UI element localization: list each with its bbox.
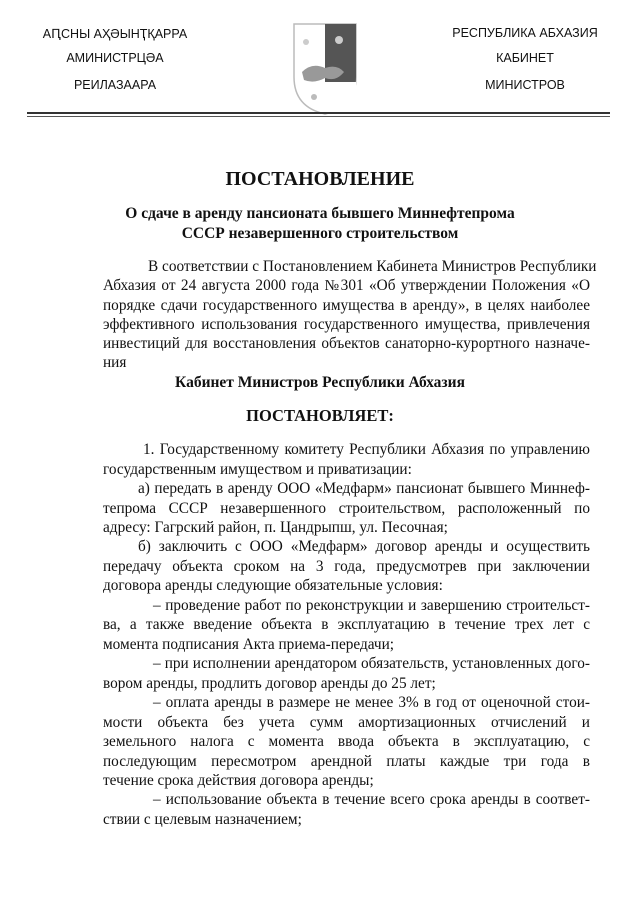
text-line: тепрома СССР незавершенного строительством, расположенный по xyxy=(103,500,590,517)
header-left-line: АԤСНЫ АҲӘЫНҬҚАРРА xyxy=(42,27,188,41)
text-line: мости объекта без учета сумм амортизационных отчислений и xyxy=(103,714,590,731)
document-subtitle: О сдаче в аренду пансионата бывшего Миннефтепрома xyxy=(125,205,515,222)
text-line: – проведение работ по реконструкции и завершению строительст- xyxy=(153,597,590,614)
text-line: передачу объекта сроком на 3 года, предусмотрев при заключении xyxy=(103,558,590,575)
text-line: б) заключить с ООО «Медфарм» договор аренды и осуществить xyxy=(138,538,590,555)
header-left-line: РЕИЛАЗААРА xyxy=(73,78,157,92)
text-line: ва, а также введение объекта в эксплуатацию в течение трех лет с xyxy=(103,616,590,633)
header-right-line: РЕСПУБЛИКА АБХАЗИЯ xyxy=(452,26,598,40)
text-line: ствии с целевым назначением; xyxy=(103,811,302,828)
text-line: течение срока действия договора аренды; xyxy=(103,772,374,789)
text-line: порядке сдачи государственного имущества в аренду», в целях наиболее xyxy=(103,297,590,314)
text-line: ния xyxy=(103,354,127,371)
text-line: государственным имуществом и приватизации: xyxy=(103,461,412,478)
text-line: 1. Государственному комитету Республики Абхазия по управлению xyxy=(143,441,590,458)
text-line: а) передать в аренду ООО «Медфарм» пансионат бывшего Миннеф- xyxy=(138,480,590,497)
header-right-line: МИНИСТРОВ xyxy=(485,78,565,92)
text-line: момента подписания Акта приема-передачи; xyxy=(103,636,395,653)
text-line: вором аренды, продлить договор аренды до 25 лет; xyxy=(103,675,436,692)
header-right-line: КАБИНЕТ xyxy=(496,51,554,65)
header-left-line: АМИНИСТРЦӘА xyxy=(66,51,164,65)
text-line: – использование объекта в течение всего срока аренды в соответ- xyxy=(153,791,590,808)
header-divider xyxy=(27,112,610,114)
text-line: инвестиций для восстановления объектов санаторно-курортного назначе- xyxy=(103,335,590,352)
document-title: ПОСТАНОВЛЕНИЕ xyxy=(225,168,415,190)
header-divider-thin xyxy=(27,116,610,117)
document-subtitle: СССР незавершенного строительством xyxy=(181,225,459,242)
text-line: эффективного использования государственного имущества, привлечения xyxy=(103,316,590,333)
text-line: В соответствии с Постановлением Кабинета Министров Республики xyxy=(148,258,597,275)
text-line: – оплата аренды в размере не менее 3% в год от оценочной стои- xyxy=(153,694,590,711)
text-line: последующим пересмотром арендной платы каждые три года в xyxy=(103,753,590,770)
text-line: договора аренды следующие обязательные условия: xyxy=(103,577,443,594)
text-line: Абхазия от 24 августа 2000 года №301 «Об утверждении Положения «О xyxy=(103,277,590,294)
coat-of-arms-emblem xyxy=(292,22,358,116)
decree-heading: ПОСТАНОВЛЯЕТ: xyxy=(246,406,394,425)
text-line: – при исполнении арендатором обязательств, установленных дого- xyxy=(153,655,590,672)
text-line: адресу: Гагрский район, п. Цандрыпш, ул. Песочная; xyxy=(103,519,448,536)
text-line: земельного налога с момента ввода объекта в эксплуатацию, с xyxy=(103,733,590,750)
authority-heading: Кабинет Министров Республики Абхазия xyxy=(175,374,465,391)
